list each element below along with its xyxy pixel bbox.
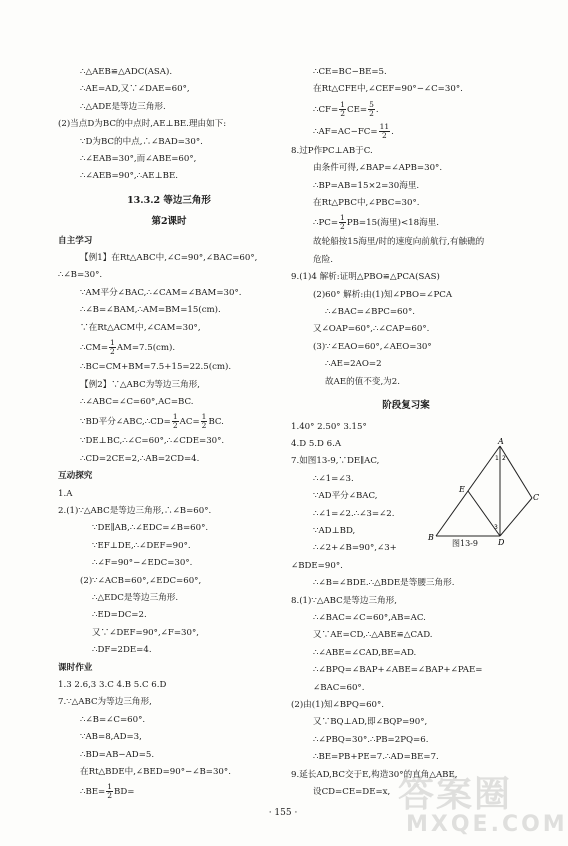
right-column-line: 在Rt△CFE中,∠CEF=90°−∠C=30°.	[313, 84, 463, 95]
right-column-line: 4.D 5.D 6.A	[291, 438, 342, 449]
fraction-numerator: 1	[201, 412, 207, 422]
fraction-denominator: 2	[340, 222, 345, 232]
left-column-line: ∴△AEB≌△ADC(ASA).	[80, 67, 173, 77]
right-column-line: ∴CE=BC−BE=5.	[313, 67, 387, 77]
segment-ac	[500, 446, 532, 498]
fraction-numerator: 11	[379, 121, 390, 131]
left-column-line: ∵D为BC的中点,∴∠BAD=30°.	[80, 136, 203, 147]
left-column-line: 1.3 2.6,3 3.C 4.B 5.C 6.D	[58, 680, 167, 690]
left-column-line: 在Rt△BDE中,∠BED=90°−∠B=30°.	[80, 767, 231, 778]
fraction-denominator: 2	[201, 421, 207, 431]
left-column-line: ∵在Rt△ACM中,∠CAM=30°,	[80, 322, 201, 333]
fraction-denominator: 2	[369, 108, 374, 118]
fraction-denominator: 2	[110, 347, 115, 357]
left-column-line: ∴∠B=∠BAM,∴AM=BM=15(cm).	[80, 305, 221, 316]
angle-label-1: 1	[495, 455, 499, 462]
right-column-line: (2)60° 解析:由(1)知∠PBO=∠PCA	[313, 289, 453, 300]
fraction-numerator: 1	[110, 338, 115, 348]
left-column-line: ∴∠EAB=30°,而∠ABE=60°,	[80, 154, 197, 165]
left-column-line	[58, 411, 280, 433]
watermark-text: 答案圈	[398, 774, 513, 815]
right-column-line: 8.过P作PC⊥AB于C.	[291, 145, 373, 156]
fraction	[109, 339, 116, 356]
right-column-line: ∵AD⊥BD,	[313, 525, 356, 536]
right-column-line: 故轮船按15海里/时的速度向前航行,有触礁的	[313, 237, 485, 248]
text-fragment: ∴AF=AC−FC=	[313, 126, 378, 137]
right-column-line	[291, 99, 521, 121]
text-fragment: ∴CM=	[80, 343, 109, 354]
left-column-line: ∴AE=AD,又∵∠DAE=60°,	[80, 84, 190, 95]
left-column-line: 1.A	[58, 488, 73, 499]
left-column-line: ∵AM平分∠BAC,∴∠CAM=∠BAM=30°.	[80, 287, 242, 298]
fraction-numerator: 1	[172, 412, 178, 422]
left-column-line: 7.∵△ABC为等边三角形,	[58, 697, 152, 708]
right-column-line: 设CD=CE=DE=x,	[313, 787, 391, 798]
right-column-line: 1.40° 2.50° 3.15°	[291, 421, 367, 432]
left-column-line: ∴∠B=∠C=60°.	[80, 714, 146, 725]
right-column-line: 由条件可得,∠BAP=∠APB=30°.	[313, 163, 443, 174]
left-column-line: ∴ED=DC=2.	[92, 610, 147, 621]
left-column-line: ∴△EDC是等边三角形.	[92, 592, 179, 603]
left-column-line: (2)∵∠ACB=60°,∠EDC=60°,	[80, 575, 202, 586]
fraction-denominator: 2	[340, 108, 345, 118]
right-column-line: 9.(1)4 解析:证明△PBO≌△PCA(SAS)	[291, 272, 440, 283]
text-fragment: BD=	[114, 787, 135, 798]
fraction	[339, 101, 346, 118]
left-column-line: 互动探究	[58, 471, 93, 482]
fraction-numerator: 5	[369, 99, 374, 109]
left-column-line: 【例2】∵△ABC为等边三角形,	[80, 379, 201, 390]
left-column-line: 2.(1)∵△ABC是等边三角形,∴∠B=60°.	[58, 505, 212, 516]
left-column-line: 自主学习	[58, 235, 93, 246]
segment-cd	[500, 498, 532, 536]
text-fragment: ∴PC=	[313, 218, 339, 229]
right-column-line: 阶段复习案	[382, 400, 430, 412]
left-column-line: ∴∠F=90°−∠EDC=30°.	[92, 558, 193, 569]
fraction-numerator: 1	[340, 213, 345, 223]
left-column-line	[58, 337, 280, 359]
left-column-line: 第2课时	[151, 216, 187, 228]
right-column-line: ∴∠1=∠3.	[313, 473, 354, 484]
right-column-line	[291, 121, 521, 143]
left-column-line: ∴△ADE是等边三角形.	[80, 101, 166, 112]
fraction	[339, 214, 346, 231]
right-column-line: ∴∠BAC=∠C=60°,AB=AC.	[313, 612, 426, 623]
watermark-url: MXQE.COM	[406, 812, 568, 837]
label-d: D	[498, 538, 505, 547]
fraction	[379, 123, 391, 140]
right-column-line: 危险.	[313, 254, 333, 265]
left-column-line: 课时作业	[58, 662, 93, 673]
angle-label-2: 2	[502, 455, 506, 462]
fraction	[368, 101, 375, 118]
right-column-line: 又∵AE=CD,∴△ABE≌△CAD.	[313, 630, 433, 641]
right-column-line: ∴BE=PB+PE=7.∴AD=BE=7.	[313, 752, 439, 763]
text-fragment: .	[375, 104, 379, 115]
right-column-line: ∴∠1=∠2.∴∠3=∠2.	[313, 508, 395, 519]
left-column-line: ∴DF=2DE=4.	[92, 645, 152, 656]
left-column-line: 【例1】在Rt△ABC中,∠C=90°,∠BAC=60°,	[80, 253, 258, 264]
text-fragment: AC=	[179, 417, 200, 428]
right-column-line: (3)∵∠EAO=60°,∠AEO=30°	[313, 341, 432, 352]
right-column-line: 8.(1)∵△ABC是等边三角形,	[291, 595, 397, 606]
fraction-numerator: 1	[340, 99, 345, 109]
figure-13-9	[428, 436, 538, 546]
left-column	[58, 64, 280, 803]
text-fragment: PB=15(海里)<18海里.	[346, 218, 439, 229]
page-number: · 155 ·	[268, 808, 298, 818]
right-column-line: ∵AD平分∠BAC,	[313, 491, 378, 502]
left-column-line: ∴BD=AB−AD=5.	[80, 749, 155, 760]
text-fragment: BC.	[208, 417, 224, 428]
right-column-line: ∴∠BPQ=∠BAP+∠ABE=∠BAP+∠PAE=	[313, 665, 483, 676]
right-column-line: (2)由(1)知∠BPQ=60°.	[291, 700, 385, 710]
right-column-line: 在Rt△PBC中,∠PBC=30°.	[313, 198, 420, 209]
right-column-line: ∴∠PBQ=30°.∴PB=2PQ=6.	[313, 734, 429, 745]
right-column-line: 故AE的值不变,为2.	[325, 376, 400, 387]
right-column-line: 又∠OAP=60°,∴∠CAP=60°.	[313, 324, 430, 335]
left-column-line: 13.3.2 等边三角形	[127, 194, 211, 206]
figure-caption: 图13-9	[452, 539, 478, 548]
text-fragment: CE=	[347, 104, 368, 115]
right-column-line: ∠BDE=90°.	[291, 560, 343, 571]
text-fragment: AM=7.5(cm).	[116, 343, 176, 354]
right-column-line: ∴∠ABE=∠CAD,BE=AD.	[313, 647, 417, 658]
text-fragment: ∵BD平分∠ABC,∴CD=	[80, 417, 171, 428]
text-fragment: ∴CF=	[313, 104, 339, 115]
fraction-denominator: 2	[381, 130, 387, 140]
right-column-line: 又∵BQ⊥AD,即∠BQP=90°,	[313, 717, 428, 728]
right-column-line: 9.延长AD,BC交于E,构造30°的直角△ABE,	[291, 769, 458, 780]
label-c: C	[533, 493, 540, 502]
left-column-line: ∵EF⊥DE,∴∠DEF=90°.	[92, 540, 191, 551]
left-column-line: ∴CD=2CE=2,∴AB=2CD=4.	[80, 453, 200, 464]
text-fragment: .	[391, 126, 394, 137]
left-column-line: ∴∠ABC=∠C=60°,AC=BC.	[80, 396, 194, 407]
left-column-line: ∵AB=8,AD=3,	[80, 732, 142, 743]
right-column-line: ∴∠2+∠B=90°,∠3+	[313, 543, 397, 554]
right-column-line: ∠BAC=60°.	[313, 682, 365, 693]
fraction	[172, 413, 179, 430]
left-column-line	[58, 781, 280, 803]
right-column	[291, 64, 521, 801]
watermark-logo	[392, 762, 568, 842]
label-e: E	[459, 485, 465, 494]
right-column-line: ∴AE=2AO=2	[325, 359, 382, 370]
left-column-line: ∵DE⊥BC,∴∠C=60°,∴∠CDE=30°.	[80, 436, 225, 447]
fraction	[201, 413, 208, 430]
left-column-line: ∴∠B=30°.	[58, 270, 103, 281]
label-a: A	[498, 437, 504, 446]
right-column-line: ∴∠B=∠BDE.∴△BDE是等腰三角形.	[313, 578, 455, 589]
angle-label-3: 3	[494, 524, 498, 531]
left-column-line: ∵DE∥AB,∴∠EDC=∠B=60°.	[92, 523, 209, 534]
right-column-line: ∴∠BAC=∠BPC=60°.	[325, 307, 416, 318]
right-column-line: 7.如图13-9,∵DE∥AC,	[291, 456, 380, 467]
right-column-line	[291, 212, 521, 234]
label-b: B	[428, 533, 434, 542]
left-column-line: (2)当点D为BC的中点时,AE⊥BE.理由如下:	[58, 119, 227, 130]
left-column-line: ∴BC=CM+BM=7.5+15=22.5(cm).	[80, 362, 232, 373]
text-fragment: ∴BE=	[80, 787, 106, 798]
right-column-line: ∴BP=AB=15×2=30海里.	[313, 180, 420, 191]
fraction-denominator: 2	[107, 791, 113, 801]
left-column-line: ∴∠AEB=90°,∴AE⊥BE.	[80, 171, 178, 182]
fraction-numerator: 1	[107, 782, 113, 792]
left-column-line: 又∵∠DEF=90°,∠F=30°,	[92, 627, 200, 638]
fraction	[106, 783, 113, 800]
fraction-denominator: 2	[172, 421, 178, 431]
